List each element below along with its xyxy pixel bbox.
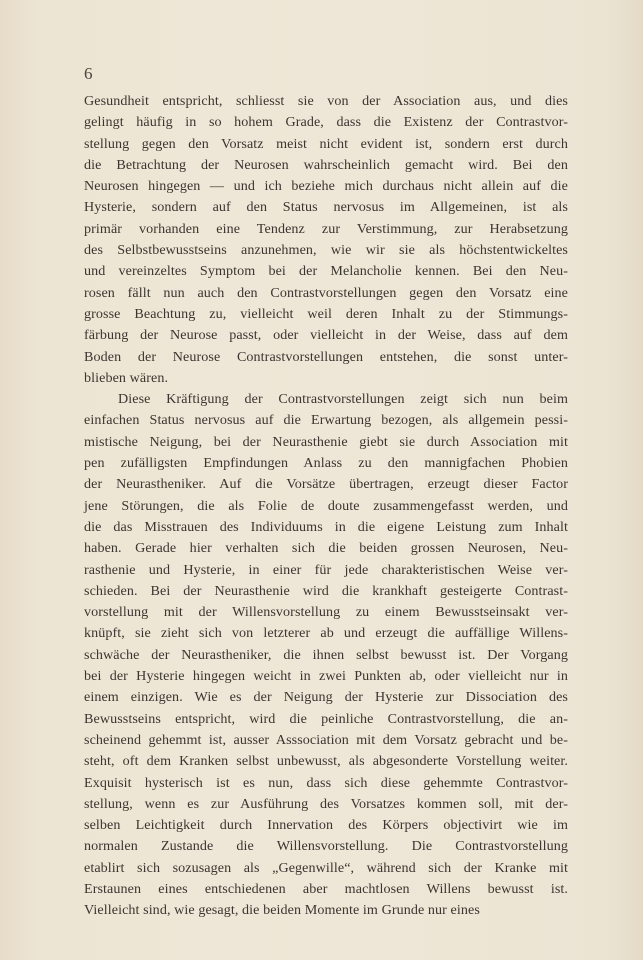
text-line: scheinend gehemmt ist, ausser Asssociation mit dem Vorsatz gebracht und be- <box>84 731 568 748</box>
text-line: Bewusstseins entspricht, wird die peinliche Contrastvorstellung, die an- <box>84 710 568 727</box>
paragraph <box>84 91 568 389</box>
text-line: schwäche der Neurastheniker, die ihnen selbst bewusst ist. Der Vorgang <box>84 646 568 663</box>
text-line: steht, oft dem Kranken selbst unbewusst, als abgesonderte Vorstellung weiter. <box>84 753 568 770</box>
text-line: blieben wären. <box>84 369 169 386</box>
text-line: Diese Kräftigung der Contrastvorstellungen zeigt sich nun beim <box>118 391 568 408</box>
text-line: des Selbstbewusstseins anzunehmen, wie wir sie als höchstentwickeltes <box>84 242 568 259</box>
text-line: und vereinzeltes Symptom bei der Melancholie kennen. Bei den Neu- <box>84 263 568 280</box>
text-line: primär vorhanden eine Tendenz zur Verstimmung, zur Herabsetzung <box>84 220 568 237</box>
text-line: knüpft, sie zieht sich von letzterer ab und erzeugt die auffällige Willens- <box>84 625 568 642</box>
text-line: einfachen Status nervosus auf die Erwartung bezogen, als allgemein pessi- <box>84 412 568 429</box>
text-line: gelingt häufig in so hohem Grade, dass die Existenz der Contrastvor- <box>84 114 568 131</box>
text-line: Boden der Neurose Contrastvorstellungen entstehen, die sonst unter- <box>84 348 568 365</box>
text-line: der Neurastheniker. Auf die Vorsätze übertragen, erzeugt dieser Factor <box>84 476 568 493</box>
text-line: einem einzigen. Wie es der Neigung der Hysterie zur Dissociation des <box>84 689 568 706</box>
page-number: 6 <box>84 64 93 83</box>
text-line: Gesundheit entspricht, schliesst sie von der Association aus, und dies <box>84 93 568 109</box>
text-line: rosen fällt nun auch den Contrastvorstellungen gegen den Vorsatz eine <box>84 284 568 301</box>
paragraph <box>84 389 568 921</box>
text-line: Hysterie, sondern auf den Status nervosus im Allgemeinen, ist als <box>84 199 568 216</box>
text-line: normalen Zustande die Willensvorstellung. Die Contrastvorstellung <box>84 838 568 855</box>
text-line: schieden. Bei der Neurasthenie wird die krankhaft gesteigerte Contrast- <box>84 582 568 599</box>
text-line: stellung, wenn es zur Ausführung des Vorsatzes kommen soll, mit der- <box>84 795 568 812</box>
text-line: grosse Beachtung zu, vielleicht weil deren Inhalt zu der Stimmungs- <box>84 305 568 322</box>
text-line: Neurosen hingegen — und ich beziehe mich durchaus nicht allein auf die <box>84 178 568 195</box>
text-line: etablirt sich sozusagen als „Gegenwille“, während sich der Kranke mit <box>84 859 568 876</box>
text-line: vorstellung mit der Willensvorstellung zu einem Bewusstseinsakt ver- <box>84 604 568 621</box>
text-line: färbung der Neurose passt, oder vielleicht in der Weise, dass auf dem <box>84 327 568 344</box>
text-line: bei der Hysterie hingegen weicht in zwei Punkten ab, oder vielleicht nur in <box>84 668 568 685</box>
text-line: stellung gegen den Vorsatz meist nicht evident ist, sondern erst durch <box>84 135 568 152</box>
body-text <box>84 91 568 922</box>
text-line: haben. Gerade hier verhalten sich die beiden grossen Neurosen, Neu- <box>84 540 568 557</box>
text-line: Vielleicht sind, wie gesagt, die beiden Momente im Grunde nur eines <box>84 902 480 919</box>
text-line: jene Störungen, die als Folie de doute zusammengefasst werden, und <box>84 497 568 514</box>
text-line: mistische Neigung, bei der Neurasthenie giebt sie durch Association mit <box>84 433 568 450</box>
text-line: pen zufälligsten Empfindungen Anlass zu den mannigfachen Phobien <box>84 455 568 472</box>
text-line: rasthenie und Hysterie, in einer für jede charakteristischen Weise ver- <box>84 561 568 578</box>
text-line: selben Leichtigkeit durch Innervation des Körpers objectivirt wie im <box>84 817 568 834</box>
text-line: Exquisit hysterisch ist es nun, dass sich diese gehemmte Contrastvor- <box>84 774 568 791</box>
text-line: Erstaunen eines entschiedenen aber machtlosen Willens bewusst ist. <box>84 880 568 897</box>
text-line: die das Misstrauen des Individuums in die eigene Leistung zum Inhalt <box>84 518 568 535</box>
text-line: die Betrachtung der Neurosen wahrscheinlich gemacht wird. Bei den <box>84 156 568 173</box>
